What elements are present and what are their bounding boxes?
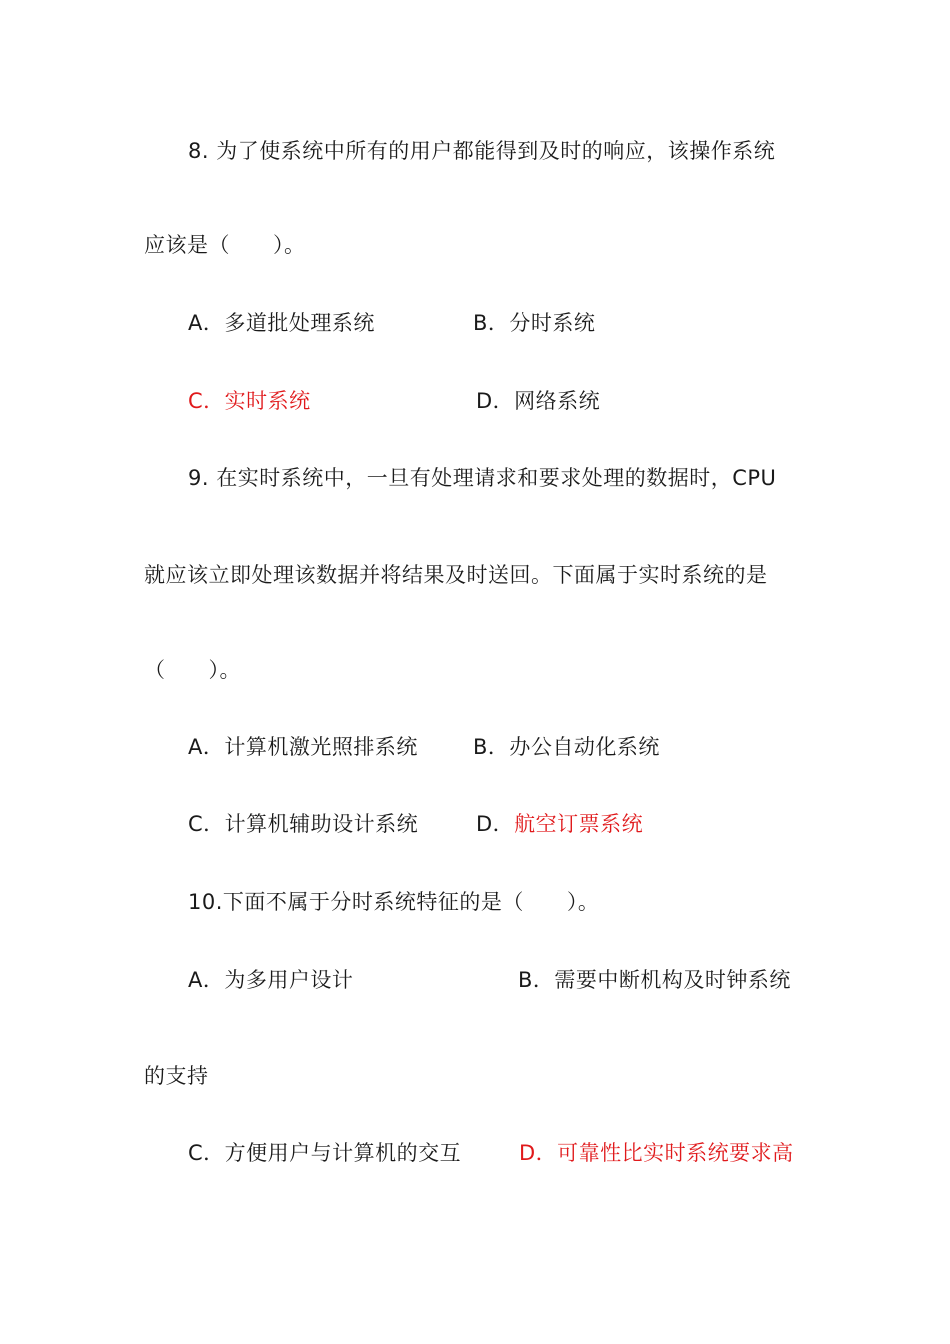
question-9-option-d-prefix: D． <box>476 812 515 836</box>
question-10-stem: 10.下面不属于分时系统特征的是（ ）。 <box>188 890 600 914</box>
question-8-option-a: A．多道批处理系统 <box>188 311 375 335</box>
question-8-stem-line2: 应该是（ ）。 <box>144 233 306 257</box>
question-8-option-d: D．网络系统 <box>476 389 601 413</box>
question-9-option-d-answer: 航空订票系统 <box>514 812 644 836</box>
question-9-option-b: B．办公自动化系统 <box>473 735 660 759</box>
question-10-option-a: A．为多用户设计 <box>188 968 354 992</box>
question-10-option-b-line1: B．需要中断机构及时钟系统 <box>518 968 791 992</box>
question-10-option-d-answer: D．可靠性比实时系统要求高 <box>519 1141 794 1165</box>
question-9-stem-line2: 就应该立即处理该数据并将结果及时送回。下面属于实时系统的是 <box>144 563 768 587</box>
question-9-option-a: A．计算机激光照排系统 <box>188 735 418 759</box>
question-8-stem-line1: 8. 为了使系统中所有的用户都能得到及时的响应，该操作系统 <box>188 139 776 163</box>
question-10-option-b-line2: 的支持 <box>144 1064 209 1088</box>
question-9-option-c: C．计算机辅助设计系统 <box>188 812 419 836</box>
question-9-stem-line1: 9. 在实时系统中，一旦有处理请求和要求处理的数据时，CPU <box>188 466 777 490</box>
question-10-option-c: C．方便用户与计算机的交互 <box>188 1141 462 1165</box>
question-8-option-c-answer: C．实时系统 <box>188 389 311 413</box>
question-9-option-d <box>476 809 643 839</box>
question-8-option-b: B．分时系统 <box>473 311 596 335</box>
question-9-stem-line3: （ ）。 <box>144 658 241 682</box>
